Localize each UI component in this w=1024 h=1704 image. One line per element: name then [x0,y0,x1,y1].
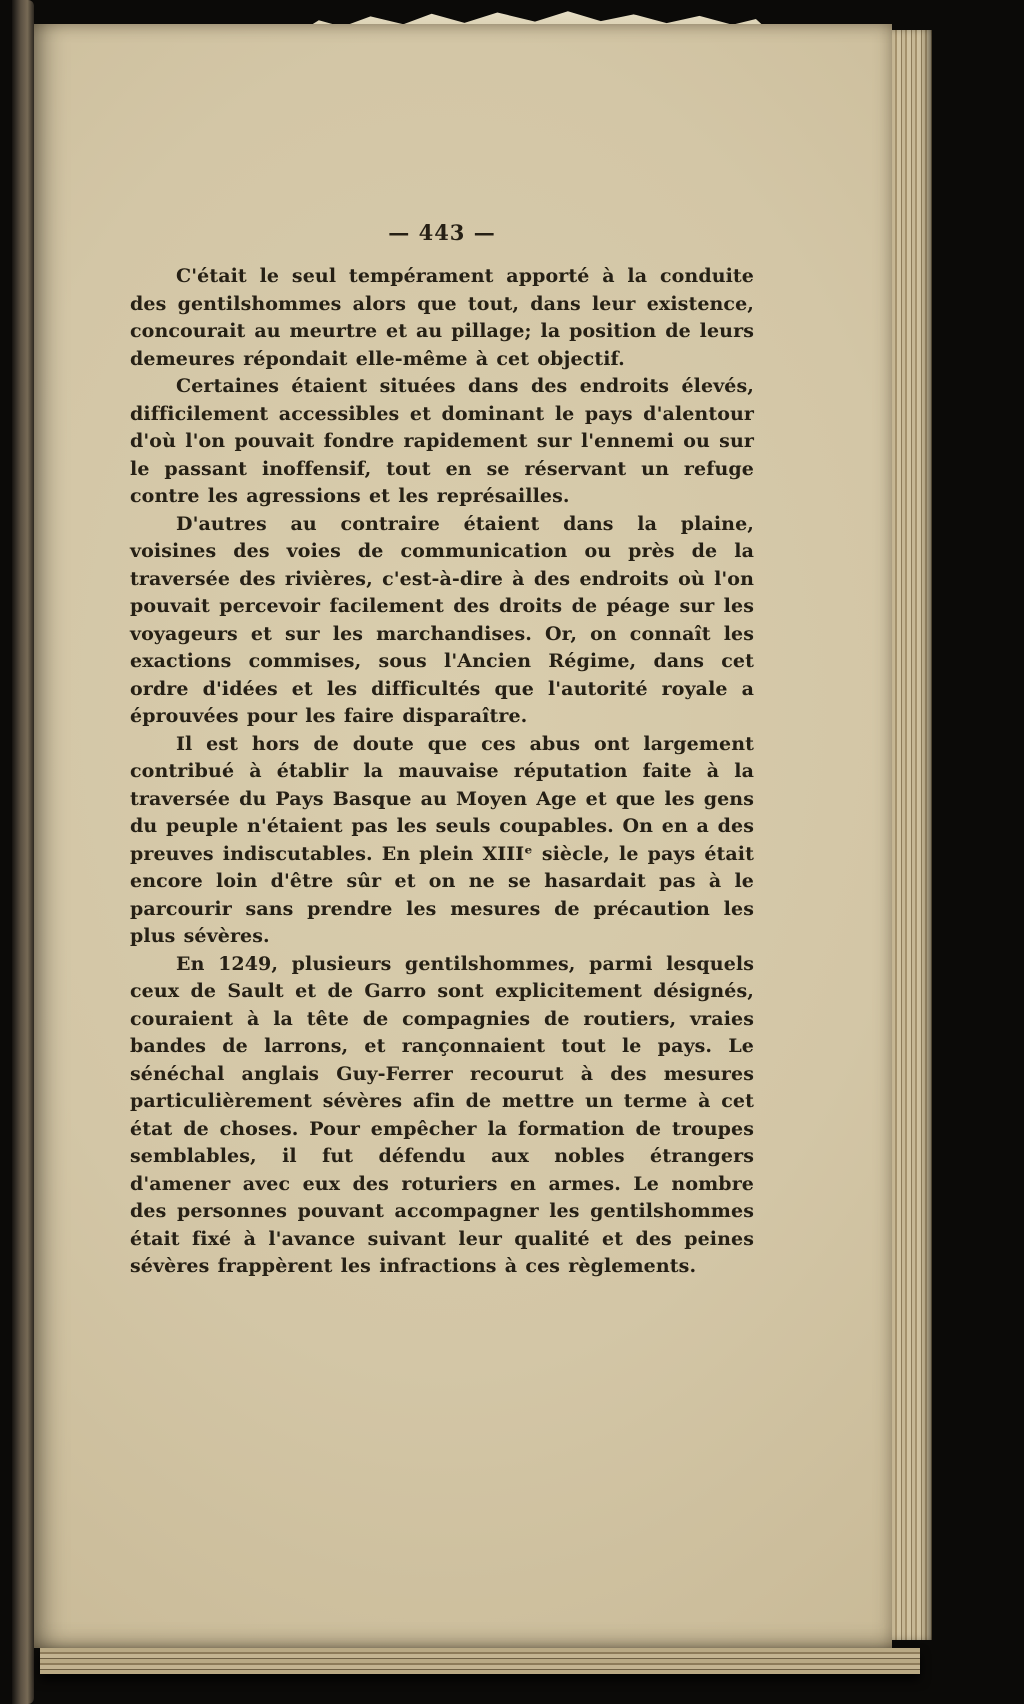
paragraph: D'autres au contraire étaient dans la plaine, voisines des voies de communication ou près de la traversée des rivières, c'est-à-dire à des endroits où l'on pouvait percevoir facilement des droits de péage sur les voyageurs et sur les marchandises. Or, on connaît les exactions commises, sous l'Ancien Régime, dans cet ordre d'idées et les difficultés que l'autorité royale a éprouvées pour les faire disparaître. [130,512,754,727]
book-page [34,24,892,1648]
page-number: — 443 — [388,220,496,245]
stacked-page-edges-right [892,30,932,1640]
body-text [130,263,754,1281]
paragraph: Certaines étaient situées dans des endroits élevés, difficilement accessibles et dominant le pays d'alentour d'où l'on pouvait fondre rapidement sur l'ennemi ou sur le passant inoffensif, tout en se réservant un refuge contre les agressions et les représailles. [130,375,754,507]
paragraph: C'était le seul tempérament apporté à la conduite des gentilshommes alors que tout, dans leur existence, concourait au meurtre et au pillage; la position de leurs demeures répondait elle-même à cet objectif. [130,265,754,370]
text-block [130,220,754,1281]
paragraph: Il est hors de doute que ces abus ont largement contribué à établir la mauvaise réputation faite à la traversée du Pays Basque au Moyen Age et que les gens du peuple n'étaient pas les seuls coupables. On en a des preuves indiscutables. En plein XIIIᵉ siècle, le pays était encore loin d'être sûr et on ne se hasardait pas à le parcourir sans prendre les mesures de précaution les plus sévères. [130,732,754,947]
paragraph: En 1249, plusieurs gentilshommes, parmi lesquels ceux de Sault et de Garro sont explicitement désignés, couraient à la tête de compagnies de routiers, vraies bandes de larrons, et rançonnaient tout le pays. Le sénéchal anglais Guy-Ferrer recourut à des mesures particulièrement sévères afin de mettre un terme à cet état de choses. Pour empêcher la formation de troupes semblables, il fut défendu aux nobles étrangers d'amener avec eux des roturiers en armes. Le nombre des personnes pouvant accompagner les gentilshommes était fixé à l'avance suivant leur qualité et des peines sévères frappèrent les infractions à ces règlements. [130,952,754,1277]
stacked-page-edges-bottom [40,1648,920,1674]
previous-page-edge [12,0,34,1704]
